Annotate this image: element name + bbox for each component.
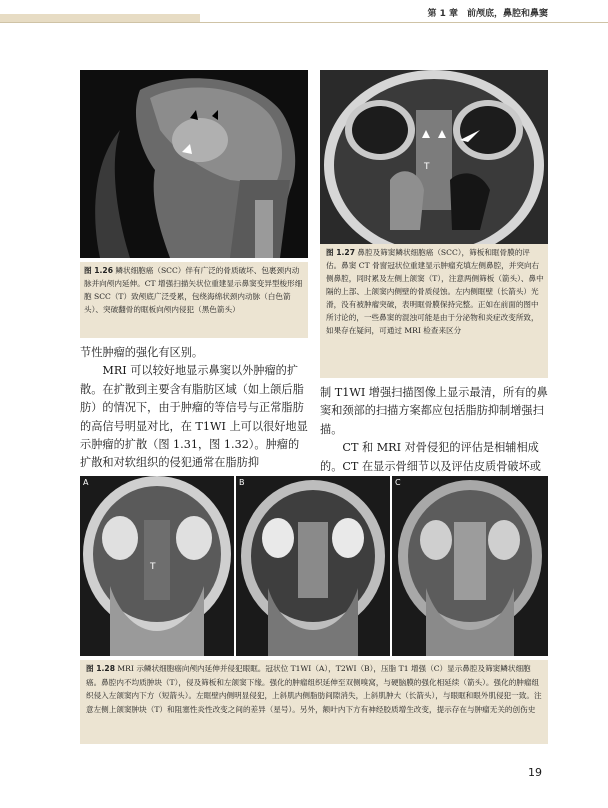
panel-a-letter: A [83,478,89,487]
figure-1-28-caption [86,662,544,716]
figure-1-28-text: MRI 示鳞状细胞癌向颅内延伸并侵犯眼眶。冠状位 T1WI（A），T2WI（B），压脂 T1 增强（C）显示鼻腔及筛窦鳞状细胞癌。鼻腔内不均质肿块（T），侵及筛板和左颌窦下缘。强化的肿瘤组织延伸至双侧嗅窝，与硬脑膜的强化相延续（箭头）。强化的肿瘤组织侵入左颌窦内下方（短箭头）。左眶壁内侧明显侵犯，上斜肌内侧脂肪间隙消失，上斜肌肿大（长箭头），与眼眶和眼外肌侵犯一致。注意左侧上颌窦肿块（T）和阻塞性炎性改变之间的差异（星号）。另外，额叶内下方有神经胶质增生改变，提示存在与肿瘤无关的创伤史 [86,664,542,714]
body-right-paragraph-1: 制 T1WI 增强扫描图像上显示最清，所有的鼻窦和颈部的扫描方案都应包括脂肪抑制增强扫描。 [320,386,548,436]
figure-1-27-caption [326,246,544,337]
figure-1-26-label: 图 1.26 [84,266,113,275]
header-rule [0,22,608,23]
body-left-paragraph-1: 节性肿瘤的强化有区别。 [80,346,204,359]
body-right-paragraph-2: CT 和 MRI 对骨侵犯的评估是相辅相成的。CT 在显示骨细节以及评估皮质骨破坏或 [320,441,541,473]
figure-1-28-panel-a [80,476,234,656]
panel-c-letter: C [395,478,401,487]
figure-1-27-image [320,70,548,246]
body-text-left [80,344,308,473]
header-decoration [0,14,200,22]
panel-b-letter: B [239,478,245,487]
figure-1-26-caption [84,264,306,316]
figure-1-28-label: 图 1.28 [86,664,115,673]
figure-1-26-text: 鳞状细胞癌（SCC）伴有广泛的骨质破坏、包裹颈内动脉并向颅内延伸。CT 增强扫描矢状位重建显示鼻窦变异型梭形细胞 SCC（T）致颅底广泛受累，包绕海绵状颈内动脉（白色箭头）、突破翻骨的眶板向颅内侵犯（黑色箭头） [84,266,303,314]
figure-1-27-tumor-label: T [424,162,430,172]
body-text-right [320,384,548,476]
running-header: 第 1 章 前颅底，鼻腔和鼻窦 [427,9,548,19]
figure-1-28-panel-b [236,476,390,656]
figure-1-26-image [80,70,308,258]
panel-a-tumor-label: T [150,562,156,572]
page-number: 19 [528,766,542,779]
body-left-paragraph-2: MRI 可以较好地显示鼻窦以外肿瘤的扩散。在扩散到主要含有脂肪区域（如上颌后脂肪）的情况下，由于肿瘤的等信号与正常脂肪的高信号明显对比，在 T1WI 上可以很好地显示肿瘤的扩散（图 1.31，图 1.32）。肿瘤的扩散和对软组织的侵犯通常在脂肪抑 [80,364,308,470]
figure-1-27-text: 鼻腔及筛窦鳞状细胞癌（SCC），筛板和眶骨膜的评估。鼻窦 CT 骨窗冠状位重建显示肿瘤充填左侧鼻腔，并突向右侧鼻腔，同时累及左侧上颌窦（T），注意两侧筛板（箭头）、鼻中隔的上部、上颌窦内侧壁的骨质侵蚀。左内侧眶壁（长箭头）光滑，没有被肿瘤突破，表明眶骨膜保持完整。正如在前面的图中所讨论的，一些鼻窦的混浊可能是由于分泌物和炎症改变所致，如果存在疑问，可通过 MRI 检查来区分 [326,248,544,335]
figure-1-27-label: 图 1.27 [326,248,355,257]
figure-1-28-panel-c [392,476,548,656]
